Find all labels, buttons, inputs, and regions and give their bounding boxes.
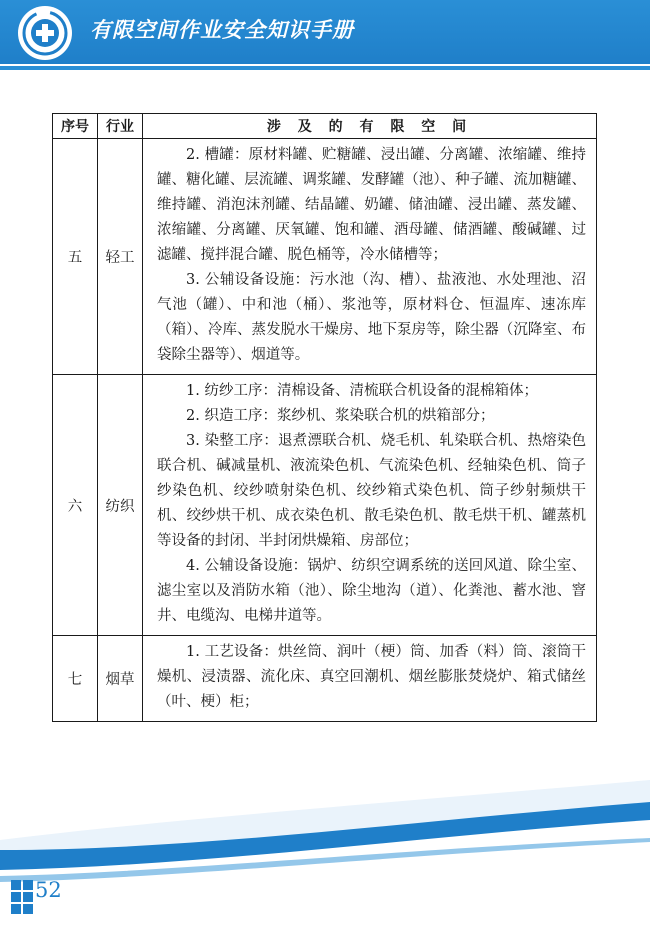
- header-band: [0, 0, 650, 64]
- footer-wave: [0, 780, 650, 941]
- confined-space-table: [52, 113, 597, 722]
- content-paragraph: 2. 织造工序：浆纱机、浆染联合机的烘箱部分；: [186, 408, 495, 424]
- content-paragraph: 1. 纺纱工序：清棉设备、清梳联合机设备的混棉箱体；: [186, 383, 538, 399]
- safety-cross-logo-icon: [18, 6, 72, 60]
- row-content: [143, 139, 597, 375]
- row-industry: 纺织: [98, 375, 143, 636]
- squares-icon: [11, 880, 33, 914]
- row-number: 五: [53, 139, 98, 375]
- column-header-number: 序号: [53, 114, 98, 139]
- column-header-industry: 行业: [98, 114, 143, 139]
- header-title: 有限空间作业安全知识手册: [90, 18, 354, 42]
- page-number: 52: [35, 878, 62, 902]
- row-industry: 轻工: [98, 139, 143, 375]
- table-row: [53, 636, 597, 722]
- row-number: 六: [53, 375, 98, 636]
- content-paragraph: 4. 公辅设备设施：锅炉、纺织空调系统的送回风道、除尘室、滤尘室以及消防水箱（池）、除尘地沟（道）、化粪池、蓄水池、窨井、电缆沟、电梯井道等。: [157, 558, 586, 624]
- column-header-spaces: 涉 及 的 有 限 空 间: [143, 114, 597, 139]
- table-row: [53, 139, 597, 375]
- content-paragraph: 2. 槽罐：原材料罐、贮糖罐、浸出罐、分离罐、浓缩罐、维持罐、糖化罐、层流罐、调浆罐、发酵罐（池）、种子罐、流加糖罐、维持罐、消泡沫剂罐、结晶罐、奶罐、储油罐、浸出罐、蒸发罐、浓缩罐、分离罐、厌氧罐、饱和罐、酒母罐、储酒罐、酸碱罐、过滤罐、搅拌混合罐、脱色桶等，冷水储槽等；: [157, 147, 586, 263]
- table-header-row: [53, 114, 597, 139]
- content-paragraph: 1. 工艺设备：烘丝筒、润叶（梗）筒、加香（料）筒、滚筒干燥机、浸渍器、流化床、真空回潮机、烟丝膨胀焚烧炉、箱式储丝（叶、梗）柜；: [157, 644, 586, 710]
- content-paragraph: 3. 染整工序：退煮漂联合机、烧毛机、轧染联合机、热熔染色联合机、碱减量机、液流染色机、气流染色机、经轴染色机、筒子纱染色机、绞纱喷射染色机、绞纱箱式染色机、筒子纱射频烘干机、绞纱烘干机、成衣染色机、散毛染色机、散毛烘干机、罐蒸机等设备的封闭、半封闭烘燥箱、房部位；: [157, 433, 586, 549]
- table-row: [53, 375, 597, 636]
- row-content: [143, 636, 597, 722]
- row-industry: 烟草: [98, 636, 143, 722]
- row-number: 七: [53, 636, 98, 722]
- content-paragraph: 3. 公辅设备设施：污水池（沟、槽）、盐液池、水处理池、沼气池（罐）、中和池（桶）、浆池等，原材料仓、恒温库、速冻库（箱）、冷库、蒸发脱水干燥房、地下泵房等，除尘器（沉降室、布袋除尘器等）、烟道等。: [157, 272, 586, 363]
- row-content: [143, 375, 597, 636]
